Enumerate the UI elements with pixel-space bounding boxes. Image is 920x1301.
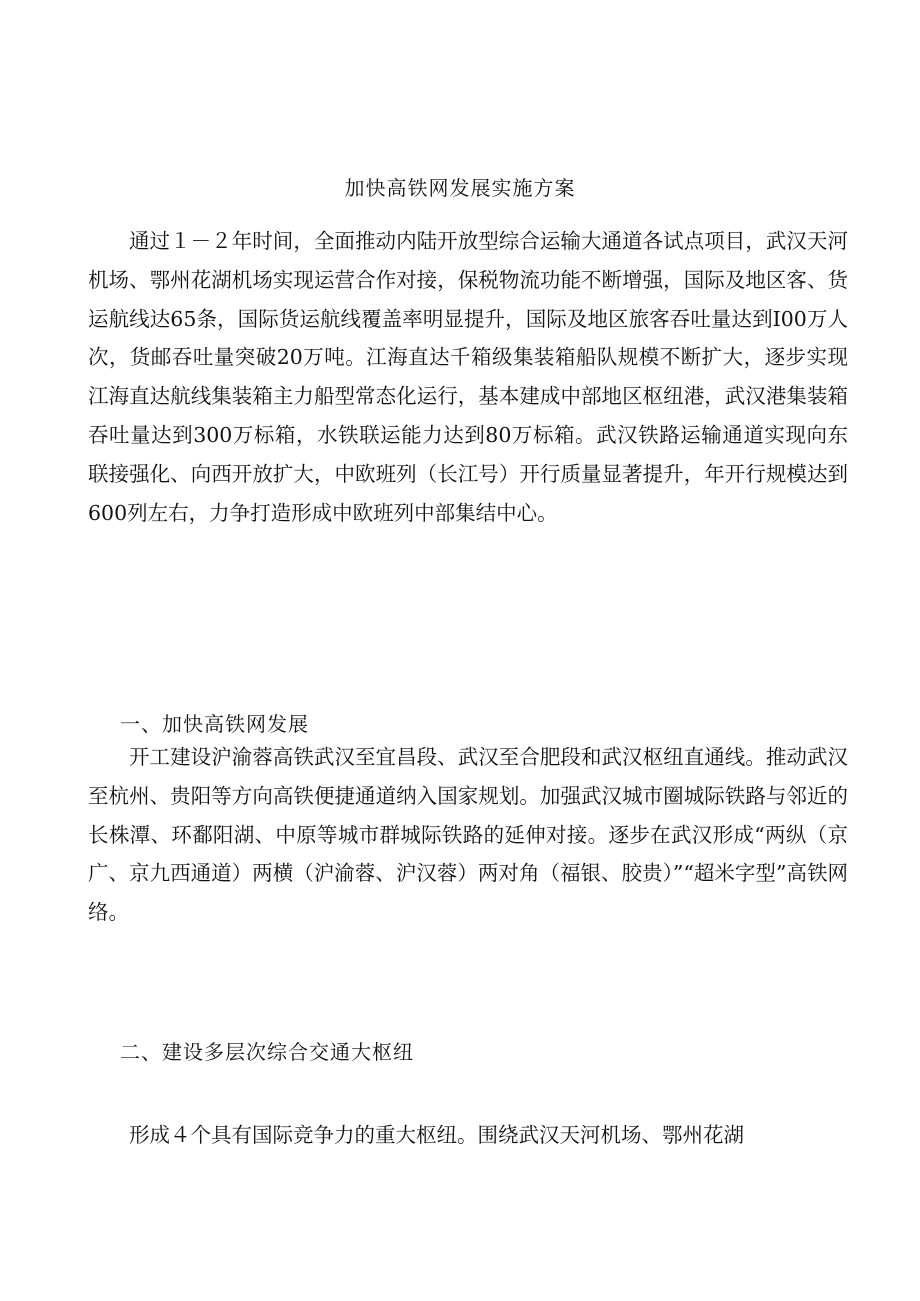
document-title: 加快高铁网发展实施方案 — [344, 176, 576, 200]
section-heading-transport-hub: 二、建设多层次综合交通大枢纽 — [120, 1040, 414, 1064]
paragraph-high-speed-rail: 开工建设沪渝蓉高铁武汉至宜昌段、武汉至合肥段和武汉枢纽直通线。推动武汉至杭州、贵阳等方向高铁便捷通道纳入国家规划。加强武汉城市圈城际铁路与邻近的长株潭、环鄱阳湖、中原等城市群城际铁路的延伸对接。逐步在武汉形成“两纵（京广、京九西通道）两横（沪渝蓉、沪汉蓉）两对角（福银、胶贵）”“超米字型”高铁网络。 — [88, 745, 848, 925]
section-heading-high-speed-rail: 一、加快高铁网发展 — [120, 712, 309, 736]
paragraph-intro: 通过１－２年时间，全面推动内陆开放型综合运输大通道各试点项目，武汉天河机场、鄂州花湖机场实现运营合作对接，保税物流功能不断增强，国际及地区客、货运航线达65条，国际货运航线覆盖率明显提升，国际及地区旅客吞吐量达到I00万人次，货邮吞吐量突破20万吨。江海直达千箱级集装箱船队规模不断扩大，逐步实现江海直达航线集装箱主力船型常态化运行，基本建成中部地区枢纽港，武汉港集装箱吞吐量达到300万标箱，水铁联运能力达到80万标箱。武汉铁路运输通道实现向东联接强化、向西开放扩大，中欧班列（长江号）开行质量显著提升，年开行规模达到600列左右，力争打造形成中欧班列中部集结中心。 — [88, 229, 848, 525]
paragraph-transport-hub: 形成４个具有国际竞争力的重大枢纽。围绕武汉天河机场、鄂州花湖 — [129, 1123, 744, 1147]
